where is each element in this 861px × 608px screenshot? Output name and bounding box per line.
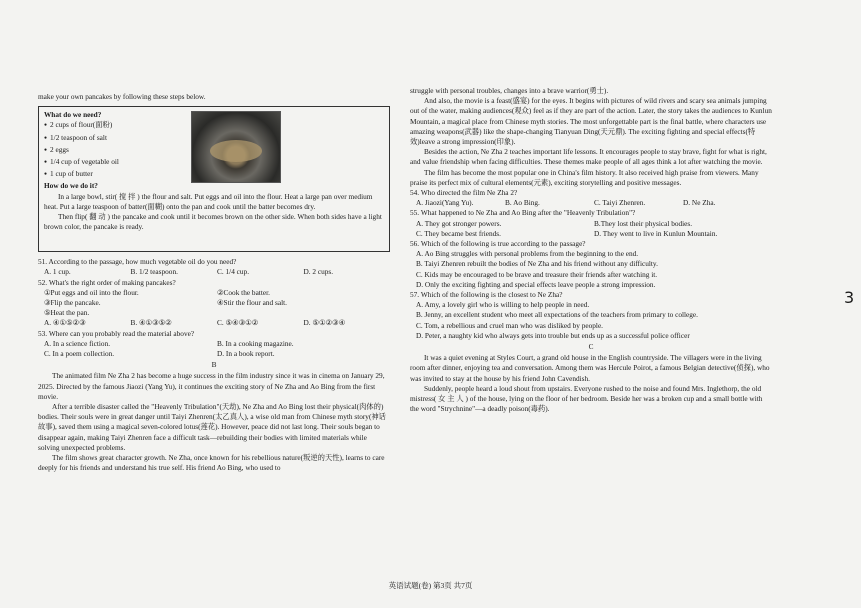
option[interactable]: D. They went to live in Kunlun Mountain. (594, 228, 718, 238)
step-2: Then flip( 翻 动 ) the pancake and cook until it becomes brown on the other side. When both sides have a light brown color, the pancake is ready. (44, 212, 382, 232)
passage-b-paragraph-1: The animated film Ne Zha 2 has become a huge success in the film industry since it was in cinema on January 29, 2025. Directed by the famous Jiaozi (Yang Yu), it continues the exciting story of Ne Zha and Ao Bing from the first movie. (38, 371, 385, 401)
q57-options (410, 300, 772, 341)
question-53: 53. Where can you probably read the material above? (38, 328, 195, 338)
option[interactable]: A. Ao Bing struggles with personal problems from the beginning to the end. (416, 249, 639, 259)
q51-options (38, 267, 390, 277)
question-54: 54. Who directed the film Ne Zha 2? (410, 188, 518, 198)
recipe-box (38, 106, 390, 252)
step-item: ⑤Heat the pan. (44, 308, 90, 318)
list-item: ● 1/2 teaspoon of salt (44, 133, 384, 145)
page-footer: 英语试题(卷) 第3页 共7页 (388, 581, 473, 590)
option[interactable]: A. In a science fiction. (44, 338, 111, 348)
q52-options (38, 318, 390, 328)
pancake-photo (191, 111, 281, 183)
option[interactable]: D. Peter, a naughty kid who always gets into trouble but ends up as a successful police officer (416, 330, 690, 340)
passage-b-paragraph-2: After a terrible disaster called the "Heavenly Tribulation"(天劫), Ne Zha and Ao Bing lost their physical(肉体的) bodies. Their souls were in great danger until Taiyi Zhenren(太乙真人), a wise old man from Chinese myth story(神话故事), saved them using a magical seven-colored lotus(莲花). However, peace did not last long. Their souls began to disappear again, making Taiyi Zhenren face a difficult task—rebuilding their bodies with limited materials while solving unexpected problems. (38, 402, 386, 452)
right-column (410, 86, 772, 415)
option[interactable]: C. In a poem collection. (44, 349, 115, 359)
option[interactable]: D. ⑤①②③④ (303, 318, 346, 328)
list-item: ● 1/4 cup of vegetable oil (44, 157, 384, 169)
passage-b-paragraph-6: The film has become the most popular one in China's film history. It also received high praise from viewers. Many praise its perfect mix of cultural elements(元素), exciting storytelling and positive messages. (410, 167, 759, 187)
option[interactable]: C. ⑤④③①② (217, 318, 259, 328)
option[interactable]: D. Ne Zha. (683, 198, 716, 208)
question-56: 56. Which of the following is true according to the passage? (410, 239, 586, 249)
option[interactable]: C. Kids may be encouraged to be brave and treasure their friends after watching it. (416, 269, 658, 279)
list-item: ● 1 cup of butter (44, 169, 384, 181)
q55-options (410, 219, 772, 239)
passage-c-paragraph-2: Suddenly, people heard a loud shout from upstairs. Everyone rushed to the noise and found Mrs. Inglethorp, the old mistress( 女 主 人 ) of the house, lying on the floor of her bedroom. Beside her was a broken cup and a small bottle with the word "Strychnine"—a deadly poison(毒药). (410, 383, 763, 414)
option[interactable]: B. Jenny, an excellent student who meet all expectations of the teachers from primary to college. (416, 310, 698, 320)
option[interactable]: D. 2 cups. (303, 267, 334, 277)
step-item: ④Stir the flour and salt. (217, 298, 287, 308)
section-b-heading: B (211, 360, 217, 370)
option[interactable]: C. 1/4 cup. (217, 267, 250, 277)
question-51: 51. According to the passage, how much vegetable oil do you need? (38, 257, 237, 267)
question-55: 55. What happened to Ne Zha and Ao Bing after the "Heavenly Tribulation"? (410, 208, 636, 218)
list-item: ● 2 eggs (44, 145, 384, 157)
step-1: In a large bowl, stir( 搅 拌 ) the flour and salt. Put eggs and oil into the flour. Heat a large pan over medium heat. Put a large teaspoon of batter(面糊) onto the pan and cook until the batter becomes dry. (44, 191, 373, 211)
option[interactable]: B. Ao Bing. (505, 198, 540, 208)
question-52: 52. What's the right order of making pancakes? (38, 277, 176, 287)
option[interactable]: C. Tom, a rebellious and cruel man who was disliked by people. (416, 320, 604, 330)
how-heading: How do we do it? (44, 181, 98, 191)
q56-options (410, 249, 772, 290)
option[interactable]: B.They lost their physical bodies. (594, 218, 693, 228)
option[interactable]: A. They got stronger powers. (416, 218, 502, 228)
q52-steps (38, 288, 390, 319)
option[interactable]: A. Jiaozi(Yang Yu). (416, 198, 474, 208)
option[interactable]: B. In a cooking magazine. (217, 338, 294, 348)
question-57: 57. Which of the following is the closest to Ne Zha? (410, 290, 563, 300)
option[interactable]: C. Taiyi Zhenren. (594, 198, 646, 208)
passage-b-paragraph-3: The film shows great character growth. Ne Zha, once known for his rebellious nature(叛逆的天性), learns to care deeply for his friends and understand his true self. His friend Ao Bing, who used to (38, 453, 385, 473)
option[interactable]: A. Amy, a lovely girl who is willing to help people in need. (416, 300, 590, 310)
left-column (38, 92, 390, 473)
passage-b-continued: struggle with personal troubles, changes into a brave warrior(勇士). (410, 86, 609, 95)
option[interactable]: B. Taiyi Zhenren rebuilt the bodies of Ne Zha and his friend without any difficulty. (416, 259, 658, 269)
intro-line: make your own pancakes by following these steps below. (38, 92, 206, 101)
list-item: ● 2 cups of flour(面粉) (44, 120, 384, 132)
passage-b-paragraph-4: And also, the movie is a feast(盛宴) for the eyes. It begins with pictures of wild rivers and scary sea animals jumping out of the water, making audiences(观众) feel as if they are part of the action. Later, the story takes the audiences to Kunlun Mountain, a magical place from Chinese myth stories. The most unforgettable part is the final battle, where characters use amazing weapons(武器) like the shape-changing Tianyuan Ding(天元鼎). The exciting fighting and special effects(特效)leave a strong impression(印象). (410, 96, 772, 147)
option[interactable]: D. In a book report. (217, 349, 275, 359)
option[interactable]: C. They became best friends. (416, 228, 501, 238)
passage-c-paragraph-1: It was a quiet evening at Styles Court, a grand old house in the English countryside. The villagers were in the living room after dinner, enjoying tea and conversation. Among them was Hercule Poirot, a famous Belgian detective(侦探), who was invited to stay at the house by his friend John Cavendish. (410, 353, 770, 383)
need-heading: What do we need? (44, 110, 102, 120)
step-item: ②Cook the batter. (217, 287, 270, 297)
side-page-number: 3 (844, 288, 855, 307)
option[interactable]: B. ④①③⑤② (130, 318, 172, 328)
q54-options (410, 198, 772, 208)
passage-b-paragraph-5: Besides the action, Ne Zha 2 teaches important life lessons. It encourages people to stay brave, fight for what is right, and value friendship when facing difficulties. These themes make people of all ages think a lot after watching the movie. (410, 147, 767, 167)
step-item: ①Put eggs and oil into the flour. (44, 287, 139, 297)
step-item: ③Flip the pancake. (44, 298, 101, 308)
option[interactable]: A. 1 cup. (44, 267, 71, 277)
q53-options (38, 339, 390, 359)
option[interactable]: D. Only the exciting fighting and special effects leave people a strong impression. (416, 279, 656, 289)
option[interactable]: B. 1/2 teaspoon. (130, 267, 178, 277)
option[interactable]: A. ④①⑤②③ (44, 318, 86, 328)
section-c-heading: C (588, 342, 594, 352)
